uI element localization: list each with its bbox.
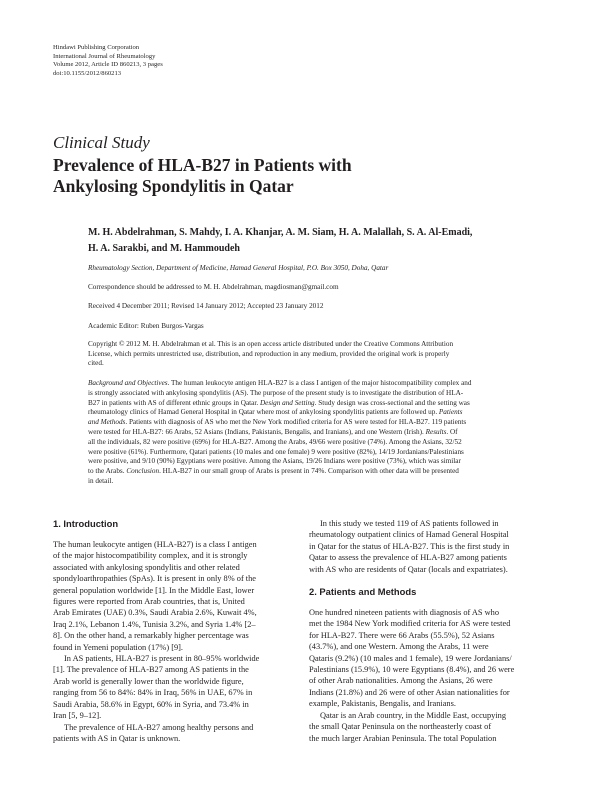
text-line: Iraq 2.1%, Lebanon 1.4%, Tunisia 3.2%, and Syria 1.4% [2– (53, 619, 256, 629)
abstract-text: . Of (446, 427, 458, 436)
abstract-line (88, 438, 553, 448)
abstract-line (88, 379, 553, 389)
methods-paragraph-2 (309, 710, 557, 744)
text-line: the small Qatar Peninsula on the northeasterly coast of (309, 722, 492, 732)
text-line: The prevalence of HLA-B27 among healthy persons and (64, 722, 254, 732)
section-heading-methods: 2. Patients and Methods (309, 586, 417, 598)
text-line: 8]. On the other hand, a remarkably higher percentage was (53, 631, 249, 641)
text-line: Qataris (9.2%) (10 males and 1 female), 19 were Jordanians/ (309, 653, 512, 663)
article-type: Clinical Study (53, 133, 150, 152)
text-line: found in Yemeni population (17%) [9]. (53, 642, 184, 652)
author-list (88, 225, 558, 257)
text-line: In AS patients, HLA-B27 is present in 80–95% worldwide (64, 654, 260, 664)
abstract-text: is strongly associated with ankylosing spondylitis (AS). The purpose of the present study is to investigate the distribution of HLA- (88, 388, 464, 397)
title-line-1: Prevalence of HLA-B27 in Patients with (53, 155, 352, 175)
text-line: with AS who are residents of Qatar (locals and expatriates). (309, 564, 508, 574)
abstract-line (88, 448, 553, 458)
abstract-text: in detail. (88, 476, 114, 485)
abstract-text: . HLA-B27 in our small group of Arabs is present in 74%. Comparison with other data will be presented (159, 467, 459, 476)
abstract-text: were positive (61%). Furthermore, Qatari patients (10 males and one female) 9 were positive (82%), 14/19 Jordanians/Palestinians (88, 447, 464, 456)
text-line: Arab Emirates (UAE) 0.3%, Saudi Arabia 2.6%, Kuwait 4%, (53, 608, 257, 618)
text-line: Arab world is generally lower than the worldwide figure, (53, 676, 244, 686)
abstract-subheading: Design and Setting (259, 398, 315, 407)
intro-paragraph-2 (53, 653, 301, 721)
text-line: figures were reported from Arab countries, that is, United (53, 597, 245, 607)
title-line-2: Ankylosing Spondylitis in Qatar (53, 175, 294, 196)
abstract-text: B27 in patients with AS of different ethnic groups in Qatar. (88, 398, 260, 407)
text-line: example, Pakistanis, Bengalis, and Iranians. (309, 699, 456, 709)
text-line: Indians (21.8%) and 26 were of other Asian nationalities for (309, 687, 510, 697)
copyright-notice (88, 340, 553, 369)
affiliation: Rheumatology Section, Department of Medicine, Hamad General Hospital, P.O. Box 3050, Doha, Qatar (88, 264, 389, 272)
volume-info: Volume 2012, Article ID 860213, 3 pages (53, 61, 163, 69)
abstract-line (88, 389, 553, 399)
text-line: the much larger Arabian Peninsula. The total Population (309, 733, 497, 743)
publisher-name: Hindawi Publishing Corporation (53, 44, 140, 51)
study-paragraph (309, 518, 557, 575)
author-line-2: H. A. Sarakbi, and M. Hammoudeh (88, 243, 240, 254)
text-line: patients with AS in Qatar is unknown. (53, 733, 181, 743)
abstract-text: . Patients with diagnosis of AS who met the New York modified criteria for AS were tested for HLA-B27. 119 patients (125, 418, 467, 427)
abstract-text: rheumatology clinics of Hamad General Hospital in Qatar where most of ankylosing spondylitis patients are followed up. (88, 408, 439, 417)
text-line: general population worldwide [1]. In the Middle East, lower (53, 585, 255, 595)
text-line: of other Arab nationalities. Among the Asians, 26 were (309, 676, 493, 686)
text-line: In this study we tested 119 of AS patients followed in (320, 519, 499, 528)
abstract-subheading: and Methods (88, 418, 126, 427)
abstract-subheading: Conclusion (126, 467, 160, 476)
text-line: Palestinians (15.9%), 10 were Egyptians (8.4%), and 26 were (309, 665, 515, 675)
journal-name: International Journal of Rheumatology (53, 52, 156, 60)
intro-paragraph-3 (53, 722, 301, 745)
academic-editor: Academic Editor: Ruben Burgos-Vargas (88, 322, 204, 330)
text-line: [1]. The prevalence of HLA-B27 among AS patients in the (53, 665, 249, 675)
text-line: in Qatar for the status of HLA-B27. This is the first study in (309, 541, 510, 551)
journal-header (53, 44, 163, 78)
left-column (53, 518, 301, 744)
section-heading-introduction: 1. Introduction (53, 518, 119, 529)
text-line: rheumatology outpatient clinics of Hamad General Hospital (309, 530, 509, 540)
abstract-line (88, 399, 553, 409)
text-line: The human leukocyte antigen (HLA-B27) is a class I antigen (53, 540, 257, 549)
copyright-line: Copyright © 2012 M. H. Abdelrahman et al. This is an open access article distributed under the Creative Commons Attribution (88, 340, 454, 348)
correspondence: Correspondence should be addressed to M. H. Abdelrahman, magdiosman@gmail.com (88, 283, 339, 291)
abstract-text: were tested for HLA-B27: 66 Arabs, 52 Asians (Indians, Pakistanis, Bengalis, and Iranians), and one Western (Irish). (88, 427, 426, 436)
abstract-line (88, 408, 553, 418)
abstract-text: were positive, and 9/10 (90%) Egyptians were positive. Among the Asians, 19/26 Indians were positive (73%), which was similar (88, 457, 461, 466)
text-line: of the major histocompatibility complex, and it is strongly (53, 551, 248, 561)
text-line: Qatar is an Arab country, in the Middle East, occupying (320, 710, 506, 720)
abstract-line (88, 467, 553, 477)
abstract-line (88, 457, 553, 467)
text-line: Qatar to assess the prevalence of HLA-B27 among patients (309, 553, 507, 563)
author-line-1: M. H. Abdelrahman, S. Mahdy, I. A. Khanjar, A. M. Siam, H. A. Malallah, S. A. Al-Emadi, (88, 227, 473, 238)
doi: doi:10.1155/2012/860213 (53, 69, 122, 77)
abstract-text: . Study design was cross-sectional and the setting was (314, 398, 470, 407)
abstract-text: to the Arabs. (88, 467, 127, 476)
abstract-line (88, 477, 553, 487)
copyright-line: cited. (88, 359, 104, 368)
abstract-line (88, 428, 553, 438)
article-dates: Received 4 December 2011; Revised 14 January 2012; Accepted 23 January 2012 (88, 302, 324, 310)
text-line: (43.7%), and one Western. Among the Arabs, 11 were (309, 642, 489, 652)
abstract (88, 379, 553, 487)
text-line: One hundred nineteen patients with diagnosis of AS who (309, 608, 500, 618)
abstract-subheading: Results (425, 427, 447, 436)
article-title (53, 155, 473, 196)
abstract-text: . The human leukocyte antigen HLA-B27 is a class I antigen of the major histocompatibility complex and (167, 379, 472, 387)
text-line: for HLA-B27. There were 66 Arabs (55.5%), 52 Asians (309, 630, 495, 640)
text-line: associated with ankylosing spondylitis and other related (53, 562, 240, 572)
text-line: spondyloarthropathies (SpAs). It is present in only 8% of the (53, 574, 257, 584)
abstract-subheading: Background and Objectives (88, 379, 168, 387)
methods-paragraph-1 (309, 607, 557, 710)
text-line: Iran [5, 9–12]. (53, 711, 102, 721)
abstract-line (88, 418, 553, 428)
text-line: Saudi Arabia, 58.6% in Egypt, 60% in Syria, and 73.4% in (53, 699, 249, 709)
right-column (309, 518, 557, 744)
copyright-line: License, which permits unrestricted use, distribution, and reproduction in any medium, provided the original work is properly (88, 349, 450, 358)
text-line: met the 1984 New York modified criteria for AS were tested (309, 619, 511, 629)
text-line: ranging from 56 to 84%: 84% in Iraq, 56% in UAE, 67% in (53, 688, 253, 698)
abstract-subheading: Patients (438, 408, 463, 417)
intro-paragraph-1 (53, 539, 301, 653)
abstract-text: all the individuals, 82 were positive (69%) for HLA-B27. Among the Arabs, 49/66 were positive (74%). Among the Asians, 32/52 (88, 437, 462, 446)
